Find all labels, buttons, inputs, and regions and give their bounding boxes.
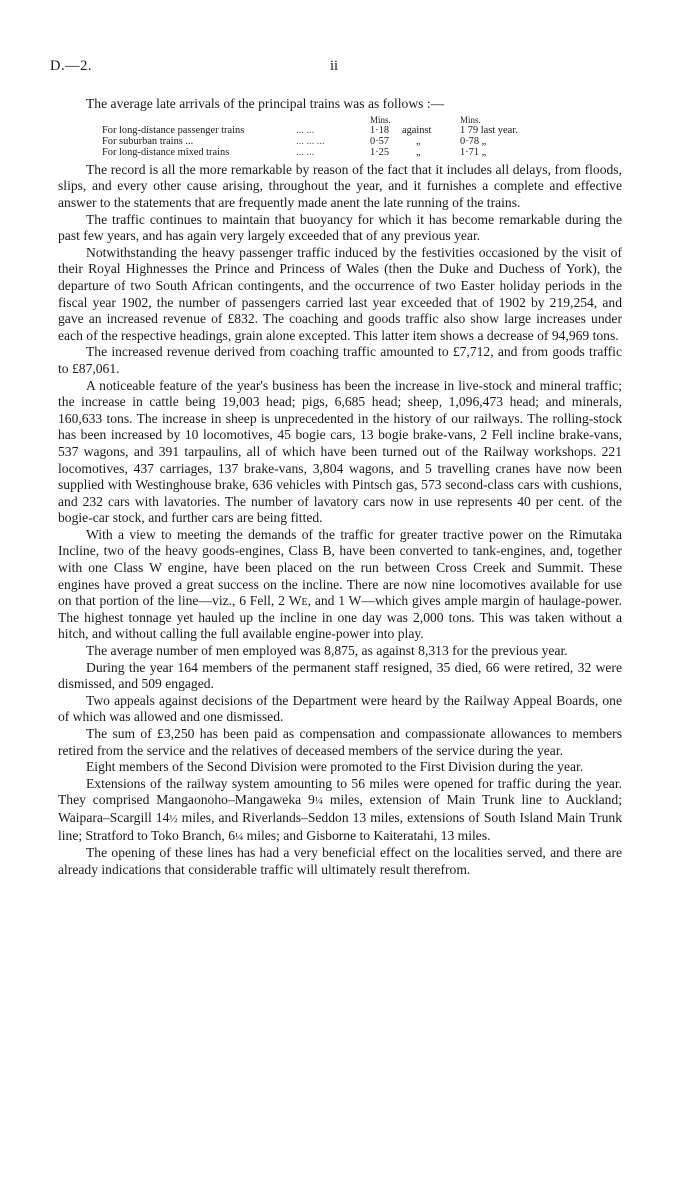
ditto-mark: „: [416, 147, 421, 159]
table-row: [102, 136, 518, 147]
paragraph-extensions: Extensions of the railway system amounting to 56 miles were opened for traffic during the year. They comprised Mangaonoho–Mangaweka 9¼ miles, extension of Main Trunk line to Auckland; Waipara–Scargill 14½ miles, and Riverlands–Seddon 13 miles, extensions of South Island Main Trunk line; Stratford to Toko Branch, 6¼ miles; and Gisborne to Kaiteratahi, 13 miles.: [58, 775, 622, 843]
paragraph-livestock-rolling-stock: A noticeable feature of the year's business has been the increase in live-stock and mineral traffic; the increase in cattle being 19,003 head; pigs, 6,685 head; sheep, 1,096,473 head; and minerals, 160,633 tons. The increase in sheep is unprecedented in the history of our railways. The rolling-stock has been increased by 10 locomotives, 45 bogie cars, 13 bogie brake-vans, 2 Fell incline brake-vans, 537 wagons, and 391 tarpaulins, all of which have been turned out of the Railway workshops. 221 locomotives, 437 carriages, 137 brake-vans, 3,804 wagons, and 5 travelling cranes have now been supplied with Westinghouse brake, 636 vehicles with Pintsch gas, 573 second-class cars with cushions, and 232 cars with lavatories. The number of lavatory cars now in use represents 40 per cent. of the bogie-car stock, and further cars are being fitted.: [58, 377, 622, 526]
previous-minutes: 1 79 last year.: [460, 124, 518, 136]
current-minutes: 0·57: [370, 136, 390, 147]
late-arrivals-intro: The average late arrivals of the principal trains was as follows :—: [86, 96, 445, 111]
current-minutes: 1·18: [370, 124, 390, 136]
comparison-word: against: [402, 124, 432, 136]
column-header-current: Mins.: [370, 114, 391, 125]
table-row: [102, 147, 518, 158]
previous-minutes: 1·71 „: [460, 147, 487, 159]
page-header: [50, 58, 628, 80]
paragraph-rimutaka-incline: With a view to meeting the demands of the traffic for greater tractive power on the Rimutaka Incline, two of the heavy goods-engines, Class B, have been converted to tank-engines, and, together with one Class W engine, have been placed on the run between Cross Creek and Summit. These engines have proved a great success on the incline. There are now nine locomotives available for use on that portion of the line—viz., 6 Fell, 2 We, and 1 W—which gives ample margin of haulage-power. The highest tonnage yet hauled up the incline in one day was 2,000 tons. This was taken without a hitch, and without calling the full available engine-power into play.: [58, 526, 622, 642]
paragraph-traffic-buoyancy: The traffic continues to maintain that buoyancy for which it has become remarkable during the past few years, and has again very largely exceeded that of any previous year.: [58, 211, 622, 244]
paragraph-men-employed: The average number of men employed was 8,875, as against 8,313 for the previous year.: [86, 643, 568, 659]
page-number: ii: [330, 58, 339, 74]
engine-class-we: We: [288, 593, 308, 609]
table-row: [102, 125, 518, 136]
current-minutes: 1·25: [370, 147, 390, 159]
paragraph-appeals: Two appeals against decisions of the Department were heard by the Railway Appeal Boards, one of which was allowed and one dismissed.: [58, 692, 622, 725]
row-label: For long-distance passenger trains: [102, 124, 245, 136]
paragraph-passenger-traffic: Notwithstanding the heavy passenger traffic induced by the festivities occasioned by the visit of their Royal Highnesses the Prince and Princess of Wales (then the Duke and Duchess of York), the departure of two South African contingents, and the occurrence of two Easter holiday periods in the fiscal year 1902, the number of passengers carried last year exceeded that of 1902 by 219,254, and gave an increased revenue of £832. The coaching and goods traffic also show large increases under each of the respective headings, grain alone excepted. This latter item shows a decrease of 94,969 tons.: [58, 244, 622, 343]
table-header-row: [102, 115, 518, 125]
paragraph-promotions: Eight members of the Second Division were promoted to the First Division during the year.: [86, 759, 584, 775]
column-header-previous: Mins.: [460, 114, 481, 125]
document-reference: D.—2.: [50, 58, 92, 74]
row-label: For long-distance mixed trains: [102, 147, 230, 159]
paragraph-compensation: The sum of £3,250 has been paid as compensation and compassionate allowances to members retired from the service and the relatives of deceased members of the service during the year.: [58, 726, 622, 758]
paragraph-revenue: The increased revenue derived from coaching traffic amounted to £7,712, and from goods traffic to £87,061.: [58, 344, 622, 376]
body-text: [58, 96, 622, 878]
leader-dots: ... ...: [296, 147, 315, 159]
ditto-mark: „: [416, 136, 421, 147]
row-label: For suburban trains ...: [102, 136, 194, 147]
late-arrivals-table: [102, 115, 518, 159]
paragraph-opening-benefits: The opening of these lines has had a very beneficial effect on the localities served, and there are already indications that considerable traffic will ultimately result therefrom.: [58, 845, 622, 877]
leader-dots: ... ...: [296, 124, 315, 136]
paragraph-record: The record is all the more remarkable by reason of the fact that it includes all delays, from floods, slips, and every other cause arising, throughout the year, and it furnishes a complete and effective answer to the statements that are frequently made anent the late running of the trains.: [58, 161, 622, 210]
paragraph-staff-changes: During the year 164 members of the permanent staff resigned, 35 died, 66 were retired, 32 were dismissed, and 509 engaged.: [58, 659, 622, 692]
previous-minutes: 0·78 „: [460, 136, 487, 147]
leader-dots: ... ... ...: [296, 136, 325, 147]
